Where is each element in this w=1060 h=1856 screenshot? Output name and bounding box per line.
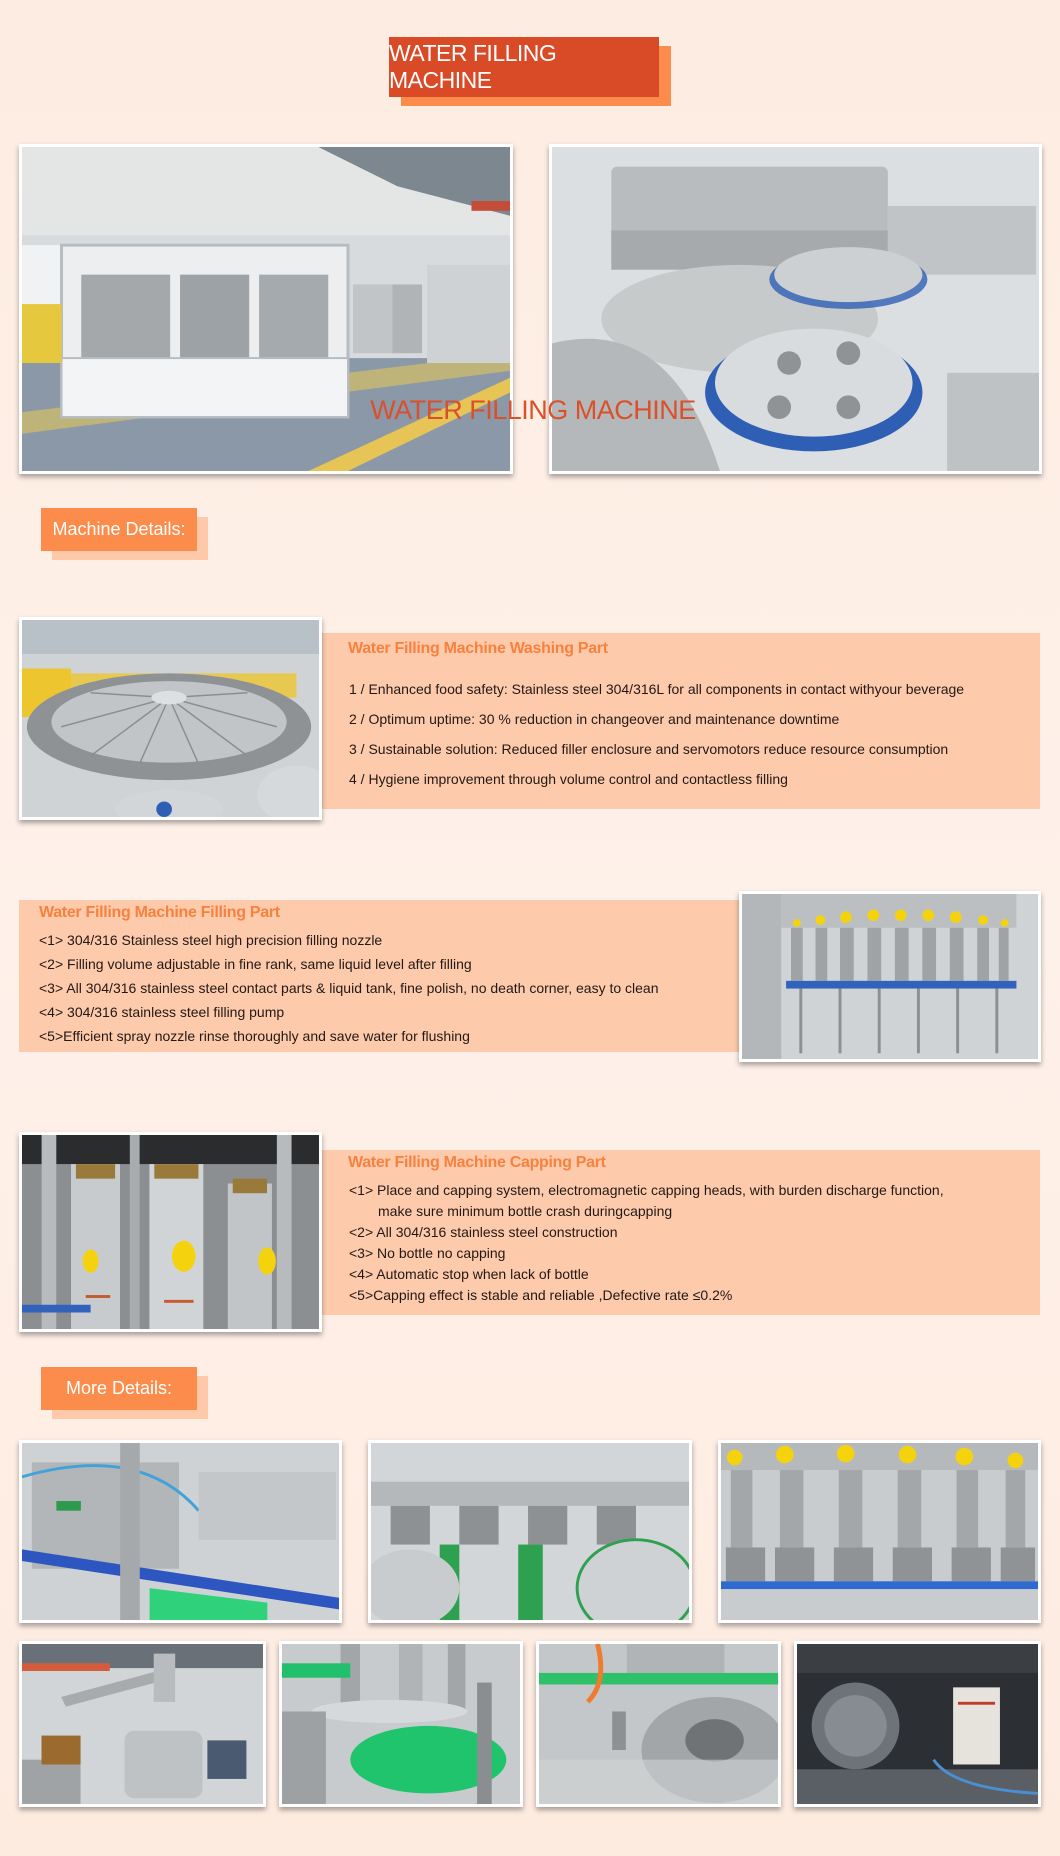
machine-details-label: Machine Details: [52, 519, 186, 539]
filling-item-3: <3> All 304/316 stainless steel contact parts & liquid tank, fine polish, no death corner, easy to clean [39, 980, 659, 996]
rinser-carousel-illustration [22, 620, 319, 817]
green-starwheel-illustration [282, 1644, 520, 1804]
page-title: WATER FILLING MACHINE [389, 40, 557, 93]
capping-item-3: <3> No bottle no capping [349, 1245, 506, 1261]
bottle-grippers-illustration [371, 1443, 689, 1620]
filling-part-image [739, 891, 1041, 1062]
machine-details-tag [41, 508, 197, 551]
gallery-image-4 [19, 1641, 266, 1807]
washing-part-panel [322, 633, 1040, 809]
capping-item-5: <5>Capping effect is stable and reliable ,Defective rate ≤0.2% [349, 1287, 733, 1303]
filling-item-2: <2> Filling volume adjustable in fine rank, same liquid level after filling [39, 956, 472, 972]
tank-piping-illustration [22, 1644, 263, 1804]
washing-part-heading: Water Filling Machine Washing Part [348, 640, 608, 657]
washing-item-4: 4 / Hygiene improvement through volume control and contactless filling [349, 771, 788, 787]
filling-valves-illustration [742, 894, 1038, 1059]
capping-item-1-cont: make sure minimum bottle crash duringcapping [378, 1203, 673, 1219]
filling-item-5: <5>Efficient spray nozzle rinse thoroughly and save water for flushing [39, 1028, 470, 1044]
capping-part-image [19, 1132, 322, 1332]
filling-item-4: <4> 304/316 stainless steel filling pump [39, 1004, 285, 1020]
filling-part-panel [19, 900, 739, 1052]
gallery-image-3 [718, 1440, 1041, 1623]
filling-part-heading: Water Filling Machine Filling Part [39, 904, 280, 921]
capping-item-1: <1> Place and capping system, electromagnetic capping heads, with burden discharge function, [349, 1182, 944, 1198]
washing-item-2: 2 / Optimum uptime: 30 % reduction in changeover and maintenance downtime [349, 711, 840, 727]
more-details-tag [41, 1367, 197, 1410]
washing-item-1: 1 / Enhanced food safety: Stainless steel 304/316L for all components in contact withyour beverage [349, 681, 965, 697]
capping-heads-illustration [22, 1135, 319, 1329]
capping-part-panel [322, 1150, 1040, 1315]
capping-item-2: <2> All 304/316 stainless steel construction [349, 1224, 618, 1240]
capping-item-4: <4> Automatic stop when lack of bottle [349, 1266, 589, 1282]
gallery-image-1 [19, 1440, 342, 1623]
washing-part-image [19, 617, 322, 820]
conveyor-illustration [22, 1443, 339, 1620]
filling-valves-10-15-illustration [721, 1443, 1038, 1620]
gallery-image-7 [794, 1641, 1041, 1807]
title-banner [389, 37, 659, 97]
steel-starwheel-illustration [539, 1644, 778, 1804]
hero-overlay-title: WATER FILLING MACHINE [370, 395, 696, 425]
washing-item-3: 3 / Sustainable solution: Reduced filler enclosure and servomotors reduce resource consumption [349, 741, 949, 757]
filling-item-1: <1> 304/316 Stainless steel high precision filling nozzle [39, 932, 383, 948]
capping-part-heading: Water Filling Machine Capping Part [348, 1154, 606, 1171]
gallery-image-6 [536, 1641, 781, 1807]
motor-lubrication-illustration [797, 1644, 1038, 1804]
more-details-label: More Details: [65, 1378, 173, 1398]
gallery-image-2 [368, 1440, 692, 1623]
gallery-image-5 [279, 1641, 523, 1807]
